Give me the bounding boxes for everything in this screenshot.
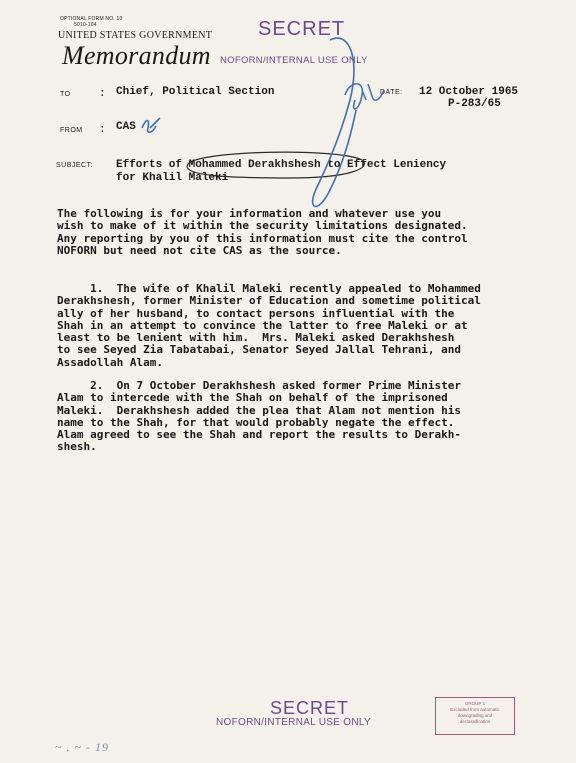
subject-line-1: Efforts of Mohammed Derakhshesh to Effect Leniency <box>116 159 447 171</box>
to-colon: : <box>99 88 106 100</box>
intro-paragraph: The following is for your information and whatever use you wish to make of it within the security limitations designated. Any reporting by you of this information must cite the control NOFORN but need not cite CAS as the source. <box>57 207 468 257</box>
pencil-notation: ~ . ~ - 19 <box>55 740 109 754</box>
declassification-box-stamp: GROUP 1 Excluded from automatic downgrading and declassification <box>435 697 515 735</box>
subject-line-2: for Khalil Maleki <box>116 172 229 184</box>
reference-number: P-283/65 <box>448 98 501 110</box>
to-value: Chief, Political Section <box>116 86 275 98</box>
noforn-stamp-bottom: NOFORN/INTERNAL USE ONLY <box>216 717 371 728</box>
secret-stamp-top: SECRET <box>258 18 346 40</box>
from-colon: : <box>99 124 106 136</box>
date-value: 12 October 1965 <box>419 86 519 98</box>
file-mark-annotation <box>313 38 356 206</box>
paragraph-2: 2. On 7 October Derakhshesh asked former Prime Minister Alam to intercede with the Shah on behalf of the imprisoned Maleki. Derakhshesh added the plea that Alam not mention his name to the Shah, for that would probably negate the effect. Alam agreed to see the Shah and report the results to Derakh- shesh. <box>57 379 461 454</box>
from-label: FROM <box>60 127 83 134</box>
to-label: TO <box>60 91 71 98</box>
noforn-stamp-top: NOFORN/INTERNAL USE ONLY <box>220 55 368 66</box>
form-number: OPTIONAL FORM NO. 10 5010-104 <box>60 16 123 28</box>
government-header: UNITED STATES GOVERNMENT <box>58 30 213 41</box>
paragraph-1: 1. The wife of Khalil Maleki recently appealed to Mohammed Derakhshesh, former Minister of Education and sometime political ally of her husband, to contact persons influential with the Shah in an attempt to convince the latter to free Maleki or at least to be lenient with him. Mrs. Maleki asked Derakhshesh to see Seyed Zia Tabatabai, Senator Seyed Jallal Tehrani, and Assadollah Alam. <box>57 282 481 369</box>
subject-label: SUBJECT: <box>56 162 94 169</box>
secret-stamp-bottom: SECRET <box>270 698 350 718</box>
memorandum-title: Memorandum <box>62 41 211 70</box>
initials-annotation <box>142 118 160 132</box>
from-value: CAS <box>116 121 136 133</box>
date-label: DATE: <box>380 89 403 96</box>
